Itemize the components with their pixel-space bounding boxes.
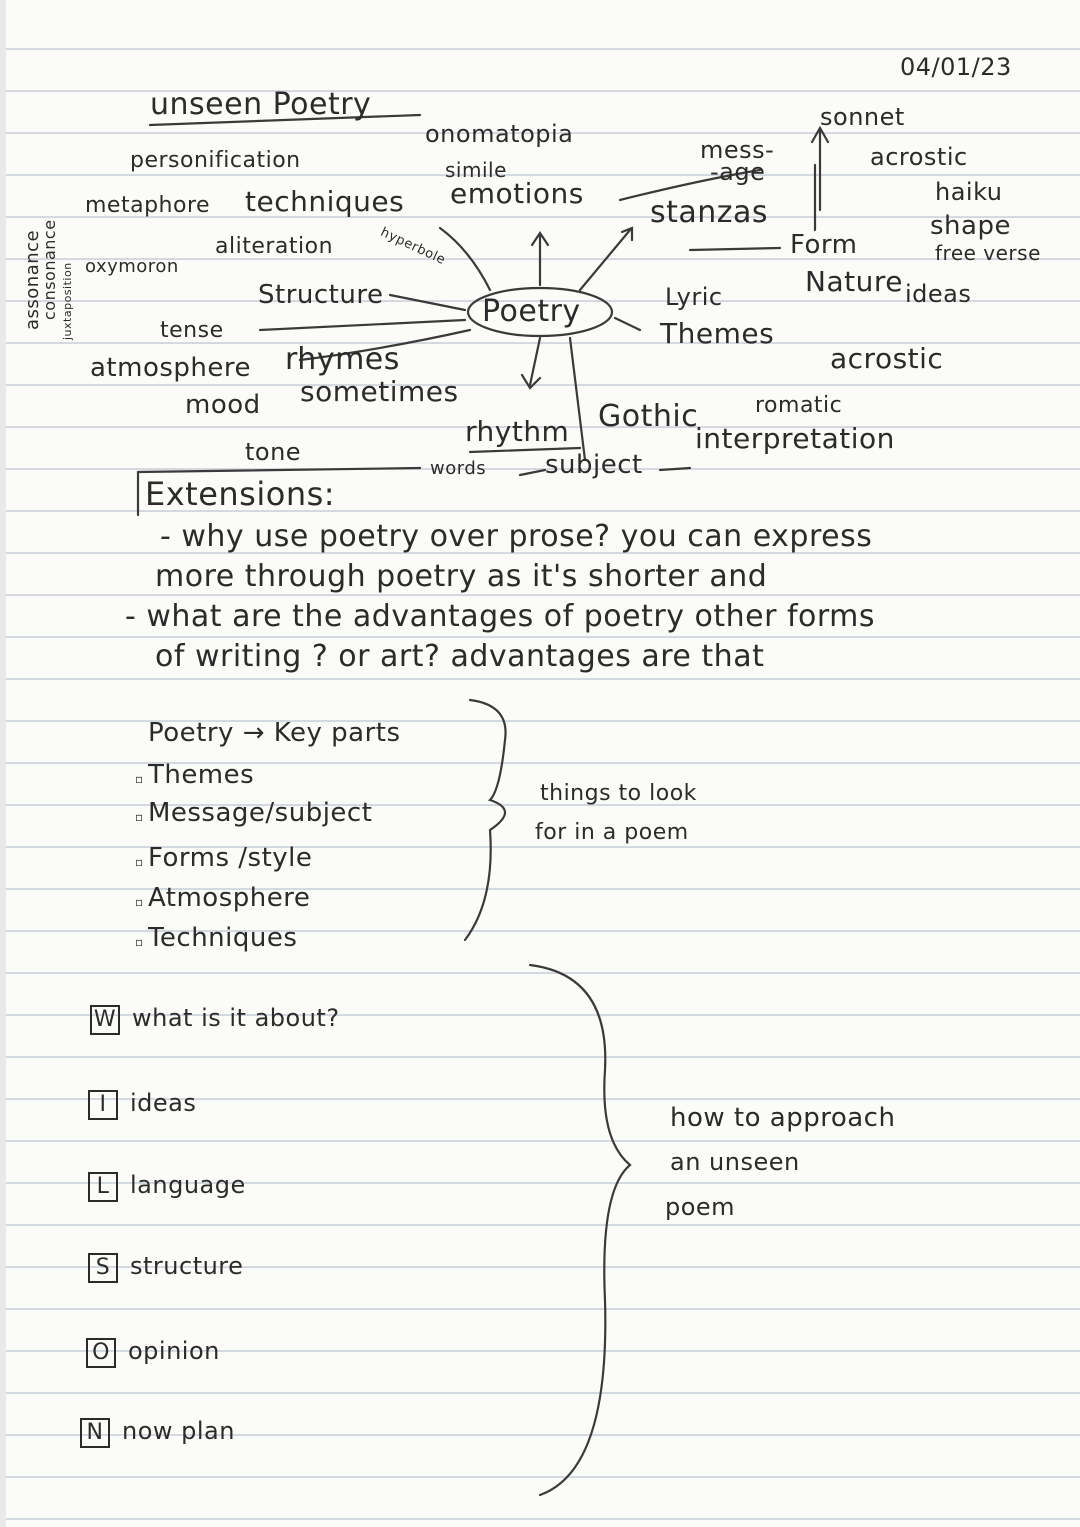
node-rhythm: rhythm <box>465 415 570 448</box>
bullet-icon: ▫ <box>135 895 148 909</box>
page-title: unseen Poetry <box>150 87 372 122</box>
approach-text: language <box>130 1171 246 1199</box>
node-shape: shape <box>930 211 1011 241</box>
approach-letter: O <box>86 1338 116 1368</box>
node-message: mess- <box>700 136 775 164</box>
key-part-item <box>135 800 372 826</box>
approach-text: now plan <box>122 1417 235 1445</box>
node-romatic: romatic <box>755 393 843 418</box>
center-node-poetry: Poetry <box>482 294 581 329</box>
node-interpretation: interpretation <box>695 422 895 455</box>
approach-item <box>90 1005 340 1035</box>
extensions-label: Extensions: <box>145 475 336 513</box>
approach-letter: S <box>88 1253 118 1283</box>
bullet-icon: ▫ <box>135 810 148 824</box>
extensions-line-3: - what are the advantages of poetry other forms <box>125 599 876 634</box>
node-form: Form <box>790 230 858 260</box>
node-atmosphere: atmosphere <box>90 353 251 383</box>
node-gothic: Gothic <box>598 399 699 434</box>
node-acrostic-2: acrostic <box>830 342 944 375</box>
node-hyperbole: hyperbole <box>378 224 448 269</box>
node-rhymes: rhymes <box>285 342 400 377</box>
bullet-icon: ▫ <box>135 772 148 786</box>
node-haiku: haiku <box>935 178 1003 206</box>
node-structure: Structure <box>258 280 384 310</box>
approach-item <box>86 1338 220 1368</box>
key-part-item <box>135 762 254 788</box>
node-sonnet: sonnet <box>820 103 905 131</box>
extensions-line-4: of writing ? or art? advantages are that <box>155 639 765 674</box>
approach-letter: L <box>88 1172 118 1202</box>
key-part-label: Atmosphere <box>147 883 311 913</box>
bullet-icon: ▫ <box>135 855 148 869</box>
key-part-item <box>135 925 297 951</box>
approach-letter: I <box>88 1090 118 1120</box>
approach-text: structure <box>130 1252 244 1280</box>
node-tense: tense <box>160 318 224 343</box>
approach-note-3: poem <box>665 1193 736 1221</box>
node-ideas: ideas <box>905 280 972 308</box>
key-parts-note-1: things to look <box>540 781 697 806</box>
node-words: words <box>430 458 487 479</box>
node-emotions: emotions <box>450 177 584 210</box>
approach-text: opinion <box>128 1337 220 1365</box>
date: 04/01/23 <box>900 53 1012 81</box>
node-tone: tone <box>245 438 302 466</box>
key-part-label: Forms /style <box>147 843 313 873</box>
node-metaphore: metaphore <box>85 193 211 218</box>
node-message-2: -age <box>710 158 766 186</box>
node-personification: personification <box>130 148 301 173</box>
node-subject: subject <box>545 450 643 480</box>
key-part-item <box>135 885 310 911</box>
bullet-icon: ▫ <box>135 935 148 949</box>
approach-text: what is it about? <box>132 1004 340 1032</box>
extensions-line-1: - why use poetry over prose? you can express <box>160 519 873 554</box>
approach-letter: W <box>90 1005 120 1035</box>
approach-item <box>88 1172 246 1202</box>
key-part-label: Themes <box>147 760 255 790</box>
node-oxymoron: oxymoron <box>85 256 179 277</box>
node-aliteration: aliteration <box>215 234 334 259</box>
node-techniques: techniques <box>245 185 405 218</box>
approach-letter: N <box>80 1418 110 1448</box>
key-part-label: Message/subject <box>147 798 373 828</box>
node-acrostic: acrostic <box>870 143 968 171</box>
approach-text: ideas <box>130 1089 197 1117</box>
vertical-consonance: consonance <box>40 219 59 320</box>
key-part-item <box>135 845 312 871</box>
node-mood: mood <box>185 390 261 420</box>
node-lyric: Lyric <box>665 283 723 311</box>
node-sometimes: sometimes <box>300 375 459 408</box>
approach-item <box>88 1090 196 1120</box>
approach-item <box>80 1418 235 1448</box>
approach-note-2: an unseen <box>670 1148 800 1176</box>
vertical-juxtaposition: juxtaposition <box>61 262 74 340</box>
node-themes: Themes <box>660 317 775 350</box>
node-free-verse: free verse <box>935 241 1041 265</box>
approach-note-1: how to approach <box>670 1103 896 1133</box>
node-nature: Nature <box>805 265 903 298</box>
vertical-assonance: assonance <box>22 229 43 330</box>
key-parts-heading: Poetry → Key parts <box>148 718 401 748</box>
key-parts-note-2: for in a poem <box>535 820 689 845</box>
node-simile: simile <box>445 158 507 182</box>
extensions-line-2: more through poetry as it's shorter and <box>155 559 768 594</box>
key-part-label: Techniques <box>147 923 298 953</box>
node-stanzas: stanzas <box>650 195 769 230</box>
approach-item <box>88 1253 243 1283</box>
node-onomatopia: onomatopia <box>425 120 574 148</box>
